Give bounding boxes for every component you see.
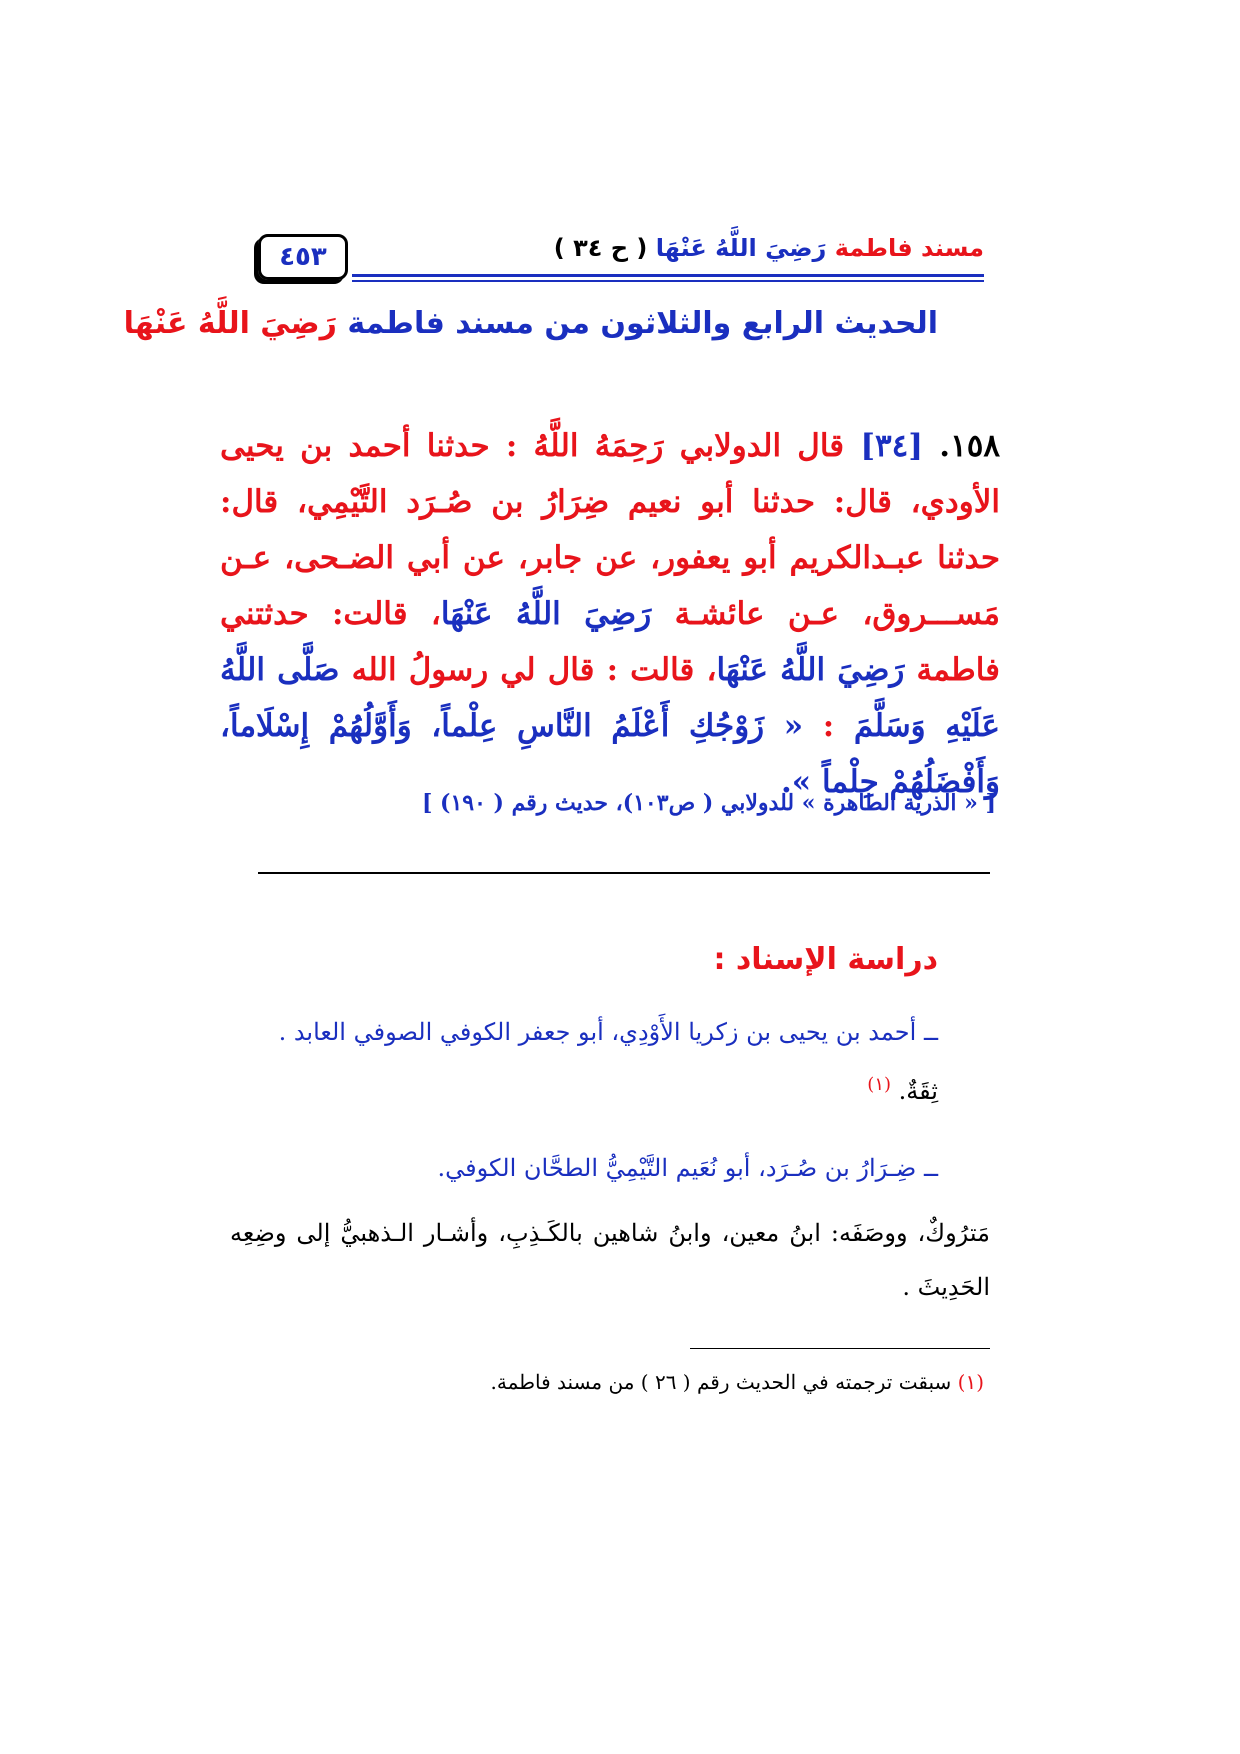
hadith-heading <box>123 306 938 341</box>
narrator-1-grade-text: ثِقَةٌ. <box>898 1077 938 1105</box>
narrator-2-grade: مَترُوكٌ، ووصَفَه: ابنُ معين، وابنُ شاهين بالكَـذِبِ، وأشـار الـذهبيُّ إلى وضِعِه الحَدِيثَ . <box>230 1219 990 1301</box>
running-header <box>424 234 984 274</box>
honorific-fatima: رَضِيَ اللَّهُ عَنْهَا <box>716 652 905 688</box>
footnote-1 <box>284 1370 984 1394</box>
header-honorific: رَضِيَ اللَّهُ عَنْهَا <box>655 234 827 262</box>
narrator-1-name: أحمد بن يحيى بن زكريا الأَوْدِي، أبو جعفر الكوفي الصوفي العابد . <box>278 1018 917 1046</box>
hadith-sub-number: [٣٤] <box>860 428 924 464</box>
hadith-isnad-part2: ، قالت: حدثتني فاطمة <box>220 596 1000 688</box>
footnote-divider <box>690 1348 990 1349</box>
page-number-text: ٤٥٣ <box>279 242 327 272</box>
section-divider <box>258 872 990 874</box>
narrator-2-name: ضِـرَارُ بن صُـرَد، أبو نُعَيم التَّيْمِيُّ الطحَّان الكوفي. <box>437 1154 917 1182</box>
hadith-isnad-part4: : <box>822 708 835 744</box>
narrator-2-entry <box>238 1154 938 1182</box>
footnote-text: سبقت ترجمته في الحديث رقم ( ٢٦ ) من مسند فاطمة. <box>490 1370 952 1394</box>
isnad-heading: دراسة الإسناد : <box>713 942 938 977</box>
hadith-text <box>220 418 1000 810</box>
honorific-prophet: صَلَّى اللَّهُ عَلَيْهِ وَسَلَّمَ <box>220 652 1000 744</box>
footnote-number: (١) <box>957 1370 984 1394</box>
hadith-isnad-part3: ، قالت : قال لي رسولُ الله <box>351 652 717 688</box>
hadith-number: ١٥٨. <box>939 428 1001 464</box>
header-rule-secondary <box>352 280 984 282</box>
page-number <box>258 234 348 280</box>
header-hadith-ref: ( ح ٣٤ ) <box>553 234 648 262</box>
hadith-isnad-part1: قال الدولابي رَحِمَهُ اللَّهُ : حدثنا أحمد بن يحيى الأودي، قال: حدثنا أبو نعيم ضِرَارُ بن صُـرَد التَّيْمِي، قال: حدثنا عبـدالكريم أبو يعفور، عن جابر، عن أبي الضـحى، عـن مَســـروق، عـن عائشـة <box>220 428 1000 632</box>
hadith-heading-honorific: رَضِيَ اللَّهُ عَنْهَا <box>123 306 337 341</box>
hadith-matn: « زَوْجُكِ أَعْلَمُ النَّاسِ عِلْماً، وَأَوَّلُهُمْ إِسْلَاماً، وَأَفْضَلُهُمْ حِلْماً ». <box>220 708 1000 800</box>
footnote-reference[interactable]: (١) <box>867 1074 892 1095</box>
source-citation: [ « الذرية الطاهرة » للدولابي ( ص١٠٣)، حديث رقم ( ١٩٠) ] <box>421 790 996 816</box>
header-rule <box>352 274 984 277</box>
narrator-1-dash: ــ <box>923 1018 938 1046</box>
section-title: مسند فاطمة <box>834 234 984 262</box>
narrator-2-dash: ــ <box>923 1154 938 1182</box>
narrator-1-entry <box>238 1018 938 1046</box>
honorific-aisha: رَضِيَ اللَّهُ عَنْهَا <box>440 596 652 632</box>
hadith-heading-title: الحديث الرابع والثلاثون من مسند فاطمة <box>347 306 938 341</box>
narrator-1-grade <box>638 1074 938 1105</box>
